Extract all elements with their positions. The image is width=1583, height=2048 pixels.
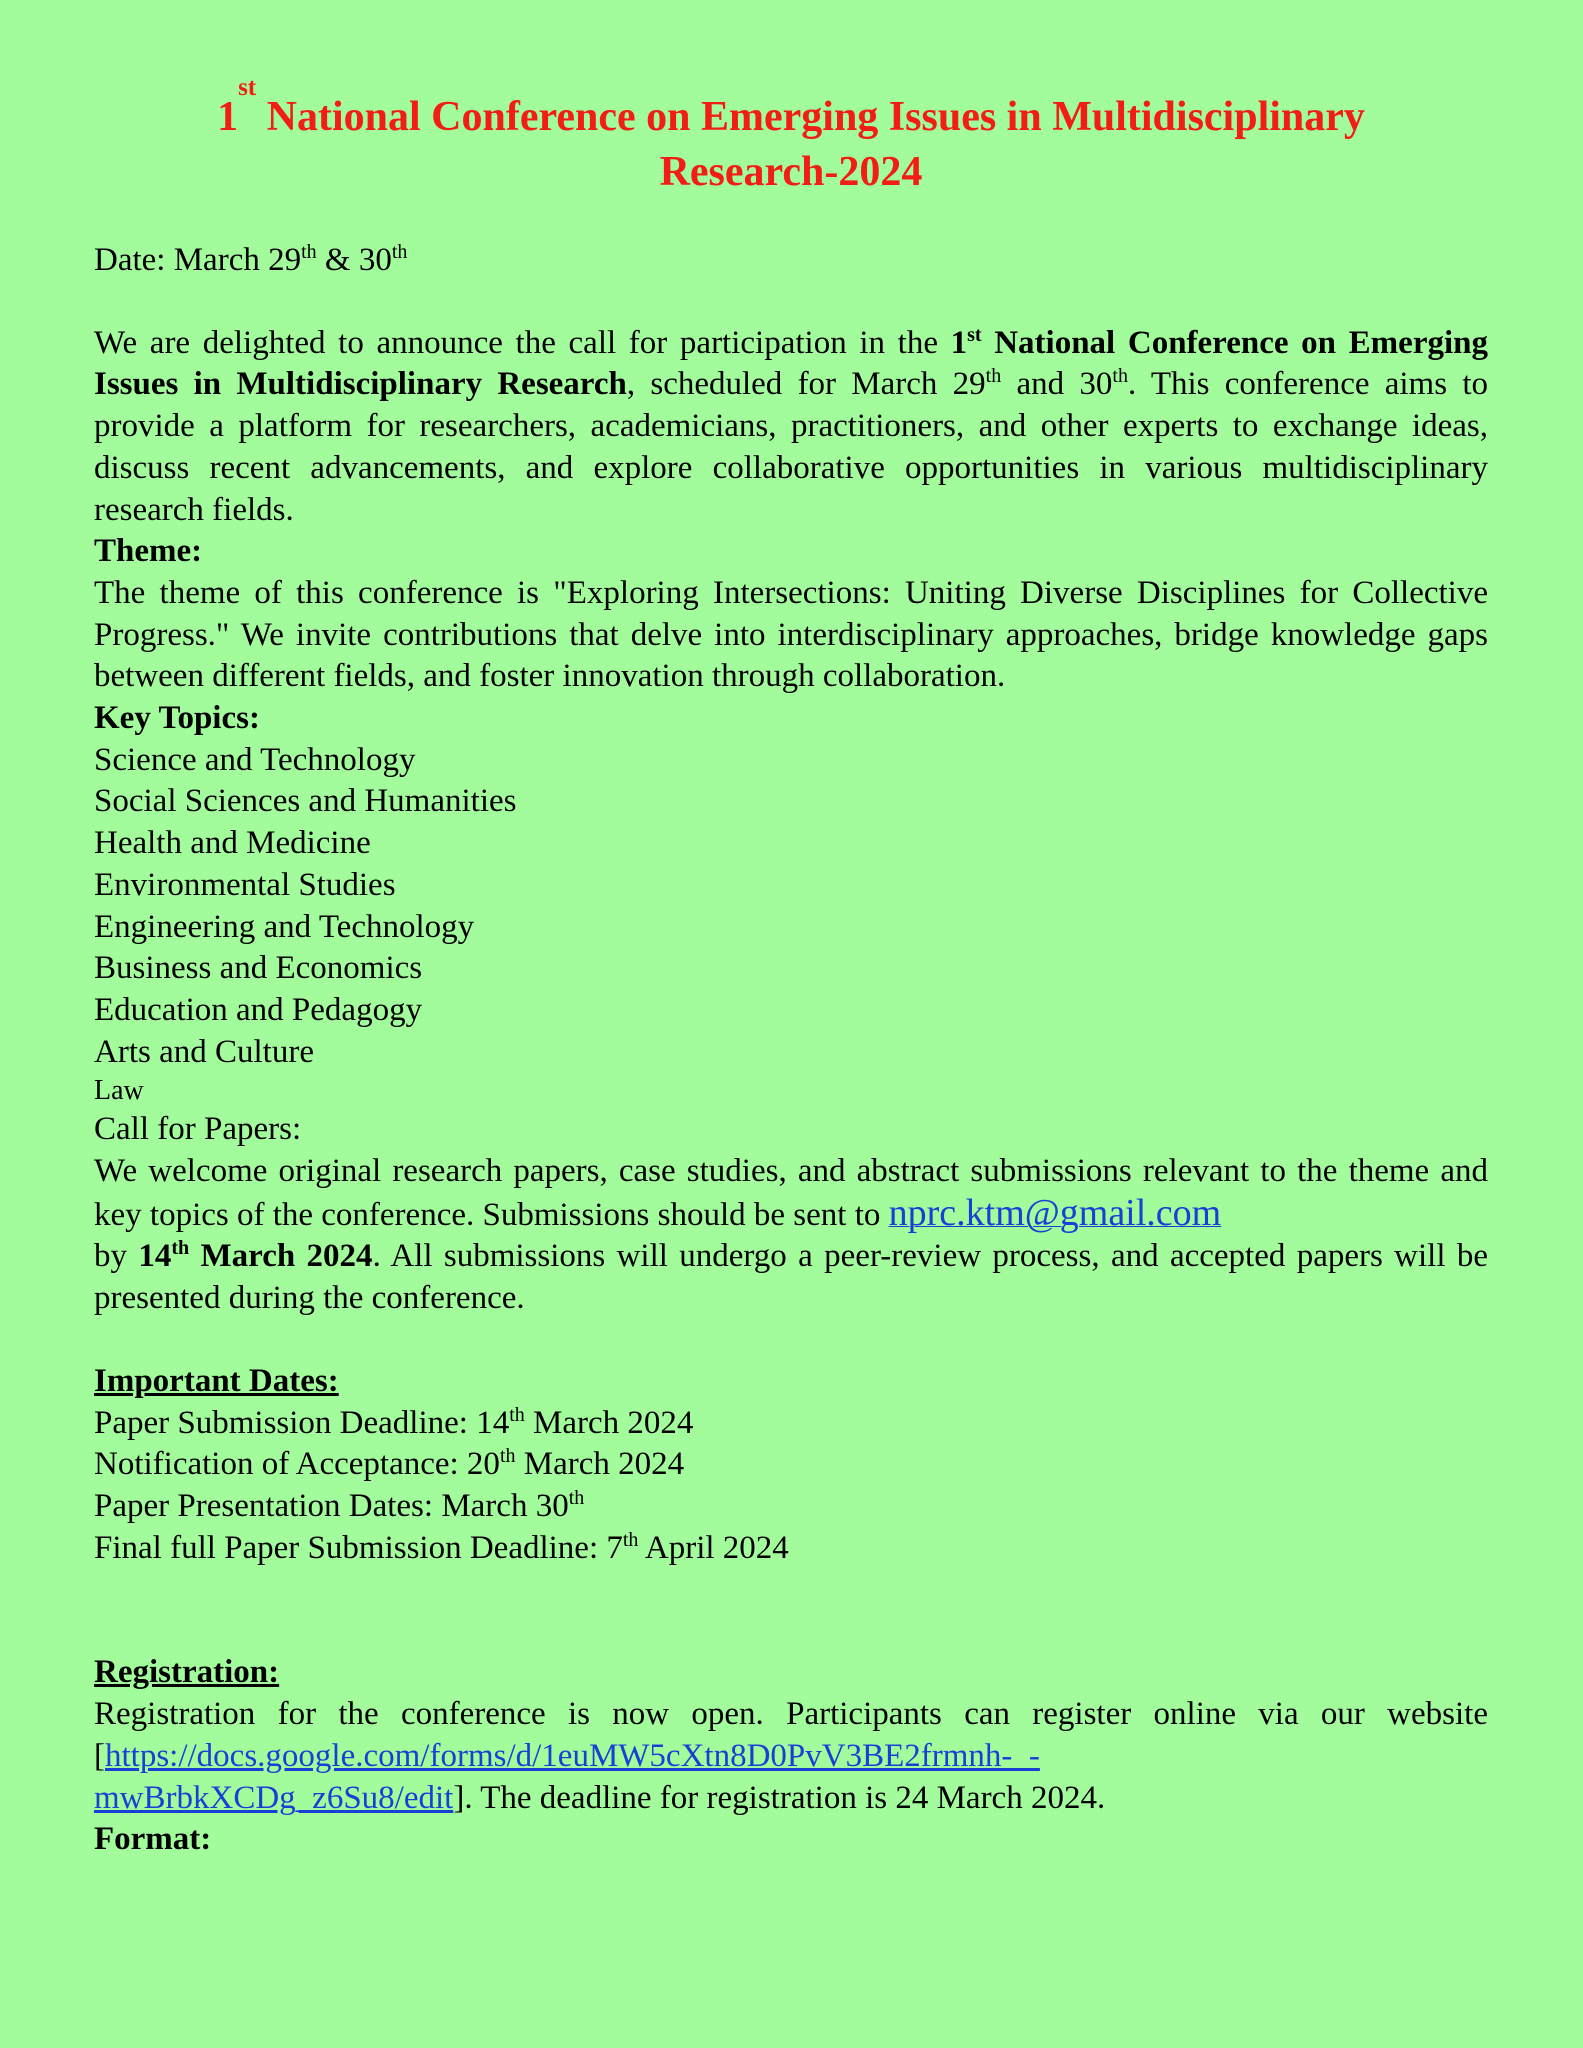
call-for-papers-text: We welcome original research papers, case studies, and abstract submissions relevant to the theme and key topics of the conference. Submissions should be sent to nprc.ktm@gmail.com by 14th March 2024. All submissions will undergo a peer-review process, and accepted papers will be presented during the conference. [94,1153,1489,1317]
theme-heading: Theme: [94,533,203,570]
conference-name: 1st National Conference on Emerging Issues in Multidisciplinary Research [94,323,1488,403]
date-presentation: Paper Presentation Dates: March 30th [94,1486,585,1524]
date-final-submission: Final full Paper Submission Deadline: 7th April 2024 [94,1528,789,1566]
date-paper-submission: Paper Submission Deadline: 14th March 2024 [94,1403,694,1441]
registration-text: Registration for the conference is now open. Participants can register online via our website [https://docs.google.com/forms/d/1euMW5cXtn8D0PvV3BE2frmnh-_- mwBrbkXCDg_z6Su8/edit]. The deadline for registration is 24 March 2024. [94,1696,1488,1816]
date-notification: Notification of Acceptance: 20th March 2024 [94,1445,685,1483]
title-ordinal: 1 [217,94,239,140]
submission-deadline: 14th March 2024 [138,1237,373,1275]
title-line2: Research-2024 [659,149,923,195]
list-item: Arts and Culture [94,1033,314,1070]
conference-title [94,74,1488,200]
title-line1: National Conference on Emerging Issues in Multidisciplinary [256,94,1365,140]
list-item: Business and Economics [94,950,423,987]
list-item: Social Sciences and Humanities [94,783,517,820]
registration-heading: Registration: [94,1654,280,1691]
conference-date: Date: March 29th & 30th [94,241,408,278]
theme-text: The theme of this conference is "Exploring Intersections: Uniting Diverse Disciplines for Collective Progress." We invite contributions that delve into interdisciplinary approaches, bridge knowledge gaps between different fields, and foster innovation through collaboration. [94,574,1488,695]
title-ordinal-suffix: st [238,74,257,101]
submission-email-link[interactable]: nprc.ktm@gmail.com [888,1191,1222,1234]
list-item: Environmental Studies [94,866,396,903]
intro-paragraph: We are delighted to announce the call for participation in the 1st National Conference on Emerging Issues in Multidisciplinary Research, scheduled for March 29th and 30th. This conference aims to provide a platform for researchers, academicians, practitioners, and other experts to exchange ideas, discuss recent advancements, and explore collaborative opportunities in various multidisciplinary research fields. [94,323,1488,528]
list-item: Engineering and Technology [94,908,475,945]
list-item: Science and Technology [94,741,416,778]
key-topics-list [94,740,1488,1110]
key-topics-heading: Key Topics: [94,700,260,737]
call-for-papers-heading: Call for Papers: [94,1111,302,1148]
list-item: Law [94,1075,144,1107]
registration-form-link[interactable]: https://docs.google.com/forms/d/1euMW5cXtn8D0PvV3BE2frmnh-_- mwBrbkXCDg_z6Su8/edit [94,1737,1040,1816]
format-heading: Format: [94,1821,212,1858]
list-item: Education and Pedagogy [94,991,423,1028]
important-dates-heading: Important Dates: [94,1362,339,1399]
list-item: Health and Medicine [94,825,371,862]
